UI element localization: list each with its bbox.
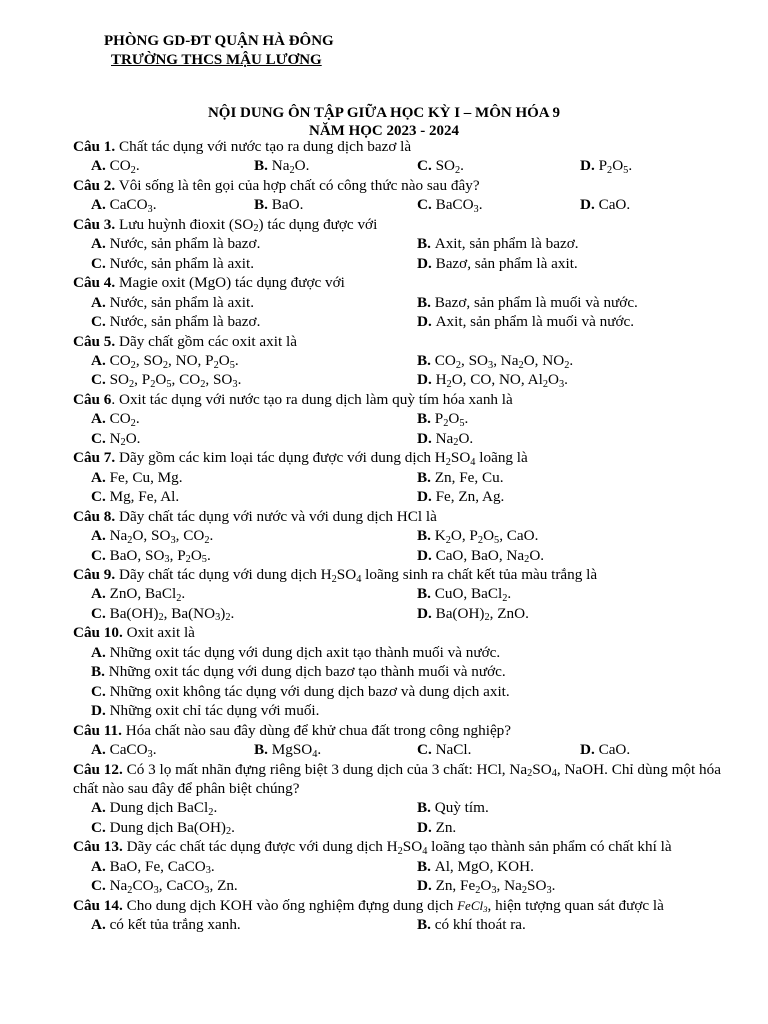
answer-options-row	[73, 701, 743, 720]
option-letter: B.	[417, 916, 435, 934]
question-stem	[73, 332, 743, 351]
option-text: $K_2O$, $P_2O_5$, CaO.	[434, 527, 539, 546]
option-letter: C.	[91, 604, 110, 622]
answer-option	[417, 818, 743, 837]
question-stem	[73, 137, 743, 156]
option-text: Nước, sản phẩm là axit.	[109, 254, 255, 272]
question-stem	[73, 837, 743, 856]
option-letter: D.	[580, 157, 599, 175]
answer-option	[91, 468, 417, 487]
answer-option	[91, 370, 417, 389]
answer-option	[417, 915, 743, 934]
answer-option	[91, 876, 417, 895]
answer-option	[254, 156, 417, 175]
option-text: Bazơ, sản phẩm là axit.	[435, 254, 578, 272]
question-stem	[73, 507, 743, 526]
question-number: Câu 14.	[73, 896, 123, 914]
option-text: Zn.	[435, 818, 457, 836]
option-text: CaCO$_3$.	[109, 196, 157, 215]
answer-options-row	[73, 409, 743, 428]
answer-option	[91, 818, 417, 837]
answer-options-row	[73, 468, 743, 487]
option-letter: C.	[91, 371, 110, 389]
answer-option	[91, 857, 417, 876]
option-letter: B.	[417, 468, 435, 486]
option-letter: D.	[580, 741, 599, 759]
option-letter: B.	[417, 235, 435, 253]
option-letter: A.	[91, 643, 110, 661]
option-text: ZnO, BaCl$_2$.	[109, 585, 186, 604]
option-letter: C.	[91, 877, 110, 895]
answer-options-row	[73, 526, 743, 545]
question-text: Dãy gồm các kim loại tác dụng được với dung dịch $H_2SO_4$ loãng là	[115, 449, 528, 468]
answer-options-row	[73, 429, 743, 448]
document-title	[0, 104, 768, 140]
question-text: Hóa chất nào sau đây dùng để khử chua đất trong công nghiệp?	[121, 721, 512, 739]
option-letter: A.	[91, 157, 110, 175]
question-stem	[73, 721, 743, 740]
question-stem	[73, 273, 743, 292]
answer-option	[91, 312, 417, 331]
question-text: Magie oxit (MgO) tác dụng được với	[115, 274, 345, 292]
question-text: Dãy chất tác dụng với dung dịch $H_2SO_4$ loãng sinh ra chất kết tủa màu trắng là	[115, 565, 598, 585]
title-line-2: NĂM HỌC 2023 - 2024	[309, 123, 459, 139]
answer-option	[91, 740, 254, 759]
answer-options-row	[73, 604, 743, 623]
answer-option	[417, 584, 743, 603]
option-letter: C.	[91, 682, 110, 700]
question-stem	[73, 565, 743, 584]
question-stem	[73, 896, 743, 915]
option-text: Axit, sản phẩm là muối và nước.	[435, 313, 635, 331]
answer-options-row	[73, 915, 743, 934]
option-text: $Na_2O$, $SO_3$, $CO_2$.	[109, 527, 214, 546]
option-text: $Na_2O$.	[435, 429, 474, 449]
option-letter: B.	[417, 351, 435, 369]
answer-option	[417, 370, 743, 389]
option-letter: D.	[417, 254, 436, 272]
answer-options-row	[73, 798, 743, 817]
answer-option	[91, 234, 417, 253]
option-text: Zn, Fe, Cu.	[434, 468, 504, 486]
option-text: MgSO$_4$.	[271, 741, 322, 760]
answer-option	[417, 195, 580, 214]
option-text: có kết tủa trắng xanh.	[109, 916, 241, 934]
option-text: $Na_2O$.	[271, 157, 310, 177]
option-text: có khí thoát ra.	[434, 916, 526, 934]
option-text: Nước, sản phẩm là bazơ.	[109, 235, 261, 253]
question-stem	[73, 448, 743, 467]
question-number: Câu 5.	[73, 332, 116, 350]
answer-option	[417, 312, 743, 331]
answer-option	[417, 546, 743, 565]
option-text: Fe, Zn, Ag.	[435, 488, 505, 506]
answer-option	[417, 429, 743, 448]
answer-option	[254, 740, 417, 759]
answer-options-row	[73, 857, 743, 876]
option-text: Những oxit tác dụng với dung dịch axit tạo thành muối và nước.	[109, 643, 501, 661]
question-text: . Oxit tác dụng với nước tạo ra dung dịch làm quỳ tím hóa xanh là	[111, 390, 513, 408]
answer-option	[417, 234, 743, 253]
option-letter: A.	[91, 468, 110, 486]
option-text: $SO_2$, $P_2O_5$, $CO_2$, $SO_3$.	[109, 371, 242, 391]
option-letter: B.	[417, 585, 435, 603]
option-letter: B.	[417, 527, 435, 545]
question-number: Câu 11.	[73, 721, 122, 739]
option-text: Zn, $Fe_2O_3$, $Na_2SO_3$.	[435, 877, 556, 896]
option-letter: D.	[417, 313, 436, 331]
answer-option	[91, 526, 417, 545]
answer-option	[580, 740, 743, 759]
answer-options-row	[73, 195, 743, 214]
option-text: $Na_2CO_3$, CaCO$_3$, Zn.	[109, 877, 238, 896]
answer-option	[417, 156, 580, 175]
answer-option	[91, 429, 417, 448]
answer-option	[91, 487, 417, 506]
question-number: Câu 2.	[73, 176, 116, 194]
question-stem	[73, 760, 743, 799]
option-text: BaO, Fe, CaCO$_3$.	[109, 857, 215, 877]
option-letter: B.	[417, 293, 435, 311]
option-text: $Ba(OH)_2$, ZnO.	[435, 604, 529, 624]
option-text: Bazơ, sản phẩm là muối và nước.	[434, 293, 638, 311]
option-letter: B.	[417, 799, 435, 817]
option-text: CaO, BaO, $Na_2O$.	[435, 546, 545, 566]
option-text: $N_2O$.	[109, 429, 141, 449]
answer-option	[91, 351, 417, 370]
answer-option	[91, 662, 743, 681]
option-letter: A.	[91, 235, 110, 253]
option-letter: B.	[254, 157, 272, 175]
answer-options-row	[73, 876, 743, 895]
answer-options-row	[73, 254, 743, 273]
answer-option	[91, 409, 417, 428]
answer-options-row	[73, 584, 743, 603]
option-text: BaO.	[271, 196, 304, 214]
answer-option	[91, 195, 254, 214]
option-text: $P_2O_5$.	[598, 157, 633, 177]
answer-option	[417, 487, 743, 506]
answer-options-row	[73, 662, 743, 681]
answer-option	[91, 682, 743, 701]
option-letter: A.	[91, 351, 110, 369]
option-letter: D.	[417, 488, 436, 506]
question-number: Câu 4.	[73, 274, 116, 292]
option-text: Axit, sản phẩm là bazơ.	[434, 235, 579, 253]
option-letter: C.	[91, 313, 110, 331]
question-text: Oxit axit là	[122, 624, 195, 642]
question-text: Cho dung dịch KOH vào ống nghiệm đựng dung dịch FeCl$_3$, hiện tượng quan sát được là	[122, 896, 664, 914]
question-list	[73, 137, 743, 935]
answer-option	[580, 195, 743, 214]
answer-options-row	[73, 370, 743, 389]
answer-option	[417, 604, 743, 623]
answer-option	[91, 643, 743, 662]
option-text: Al, MgO, KOH.	[434, 857, 534, 875]
option-letter: B.	[91, 663, 109, 681]
answer-option	[91, 604, 417, 623]
question-stem	[73, 176, 743, 195]
answer-option	[254, 195, 417, 214]
option-text: BaCO$_3$.	[435, 196, 483, 215]
option-text: $SO_2$.	[435, 157, 464, 177]
question-text: Vôi sống là tên gọi của hợp chất có công thức nào sau đây?	[115, 176, 480, 194]
answer-option	[417, 798, 743, 817]
option-letter: A.	[91, 799, 110, 817]
option-letter: A.	[91, 916, 110, 934]
option-text: Dung dịch $Ba(OH)_2$.	[109, 818, 235, 838]
answer-option	[417, 526, 743, 545]
option-letter: B.	[254, 741, 272, 759]
option-letter: D.	[417, 371, 436, 389]
option-letter: A.	[91, 857, 110, 875]
answer-option	[417, 293, 743, 312]
option-text: CuO, BaCl$_2$.	[434, 585, 512, 604]
option-text: Những oxit không tác dụng với dung dịch bazơ và dung dịch axit.	[109, 682, 510, 700]
answer-option	[91, 254, 417, 273]
answer-options-row	[73, 487, 743, 506]
question-number: Câu 1.	[73, 138, 116, 155]
question-stem	[73, 390, 743, 409]
option-letter: C.	[417, 196, 436, 214]
option-letter: D.	[417, 546, 436, 564]
department-name: PHÒNG GD-ĐT QUẬN HÀ ĐÔNG	[104, 33, 334, 49]
option-letter: A.	[91, 293, 110, 311]
question-text: Dãy chất tác dụng với nước và với dung dịch HCl là	[115, 507, 437, 525]
option-letter: C.	[91, 254, 110, 272]
answer-options-row	[73, 156, 743, 175]
option-text: Nước, sản phẩm là bazơ.	[109, 313, 261, 331]
answer-options-row	[73, 234, 743, 253]
option-letter: A.	[91, 196, 110, 214]
answer-option	[417, 351, 743, 370]
option-text: Mg, Fe, Al.	[109, 488, 180, 506]
question-number: Câu 8.	[73, 507, 116, 525]
option-text: Fe, Cu, Mg.	[109, 468, 183, 486]
option-letter: B.	[417, 857, 435, 875]
option-text: $H_2O$, CO, NO, $Al_2O_3$.	[435, 371, 568, 391]
option-letter: D.	[580, 196, 599, 214]
answer-option	[417, 409, 743, 428]
answer-options-row	[73, 546, 743, 565]
answer-option	[417, 876, 743, 895]
option-text: Quỳ tím.	[434, 799, 489, 817]
option-text: CaO.	[598, 196, 631, 214]
question-stem	[73, 623, 743, 642]
option-letter: C.	[417, 157, 436, 175]
option-text: Những oxit tác dụng với dung dịch bazơ tạo thành muối và nước.	[108, 663, 506, 681]
answer-option	[91, 798, 417, 817]
answer-option	[91, 584, 417, 603]
question-text: Dãy chất gồm các oxit axit là	[115, 332, 297, 350]
option-text: $CO_2$, $SO_3$, $Na_2O$, $NO_2$.	[434, 351, 574, 371]
option-text: $P_2O_5$.	[434, 410, 469, 429]
question-text: Lưu huỳnh đioxit $(SO_2)$ tác dụng được với	[115, 215, 378, 235]
option-letter: A.	[91, 410, 110, 428]
answer-option	[91, 156, 254, 175]
question-number: Câu 9.	[73, 565, 116, 583]
question-text: Chất tác dụng với nước tạo ra dung dịch bazơ là	[115, 138, 412, 155]
option-letter: B.	[417, 410, 435, 428]
option-text: Nước, sản phẩm là axit.	[109, 293, 255, 311]
school-name: TRƯỜNG THCS MẬU LƯƠNG	[111, 52, 322, 68]
title-line-1: NỘI DUNG ÔN TẬP GIỮA HỌC KỲ I – MÔN HÓA 9	[207, 105, 561, 121]
option-letter: C.	[91, 429, 110, 447]
answer-option	[91, 915, 417, 934]
question-number: Câu 7.	[73, 449, 116, 467]
option-letter: D.	[417, 604, 436, 622]
option-letter: B.	[254, 196, 272, 214]
option-text: NaCl.	[435, 741, 472, 759]
option-letter: D.	[417, 429, 436, 447]
option-text: CaCO$_3$.	[109, 741, 157, 760]
answer-options-row	[73, 312, 743, 331]
option-letter: C.	[91, 488, 110, 506]
option-letter: C.	[91, 818, 110, 836]
option-letter: D.	[417, 877, 436, 895]
answer-option	[417, 254, 743, 273]
question-number: Câu 10.	[73, 624, 123, 642]
question-stem	[73, 215, 743, 234]
answer-option	[91, 293, 417, 312]
option-text: $CO_2$.	[109, 157, 140, 177]
answer-option	[417, 740, 580, 759]
option-letter: C.	[417, 741, 436, 759]
answer-options-row	[73, 351, 743, 370]
option-text: $Ba(OH)_2$, $Ba(NO_3)_2$.	[109, 604, 235, 624]
answer-option	[417, 857, 743, 876]
question-text: Dãy các chất tác dụng được với dung dịch $H_2SO_4$ loãng tạo thành sản phẩm có chất khí là	[122, 838, 672, 857]
option-letter: A.	[91, 527, 110, 545]
answer-options-row	[73, 643, 743, 662]
question-text: Có 3 lọ mất nhãn đựng riêng biệt 3 dung dịch của 3 chất: HCl, $Na_2SO_4$, NaOH. Chỉ dùng một hóa chất nào sau đây để phân biệt chúng?	[73, 760, 721, 797]
option-letter: A.	[91, 585, 110, 603]
answer-options-row	[73, 293, 743, 312]
option-letter: C.	[91, 546, 110, 564]
question-number: Câu 6	[73, 390, 112, 408]
answer-option	[580, 156, 743, 175]
question-number: Câu 13.	[73, 838, 123, 856]
option-text: $CO_2$.	[109, 410, 140, 429]
answer-options-row	[73, 682, 743, 701]
answer-option	[417, 468, 743, 487]
answer-options-row	[73, 818, 743, 837]
question-number: Câu 12.	[73, 760, 123, 778]
answer-options-row	[73, 740, 743, 759]
option-text: BaO, $SO_3$, $P_2O_5$.	[109, 546, 211, 566]
option-text: CaO.	[598, 741, 631, 759]
question-number: Câu 3.	[73, 215, 116, 233]
option-text: Những oxit chỉ tác dụng với muối.	[109, 702, 320, 720]
option-letter: A.	[91, 741, 110, 759]
answer-option	[91, 546, 417, 565]
option-text: $CO_2$, $SO_2$, NO, $P_2O_5$.	[109, 351, 239, 371]
option-text: Dung dịch BaCl$_2$.	[109, 799, 218, 818]
option-letter: D.	[91, 702, 110, 720]
option-letter: D.	[417, 818, 436, 836]
answer-option	[91, 701, 743, 720]
